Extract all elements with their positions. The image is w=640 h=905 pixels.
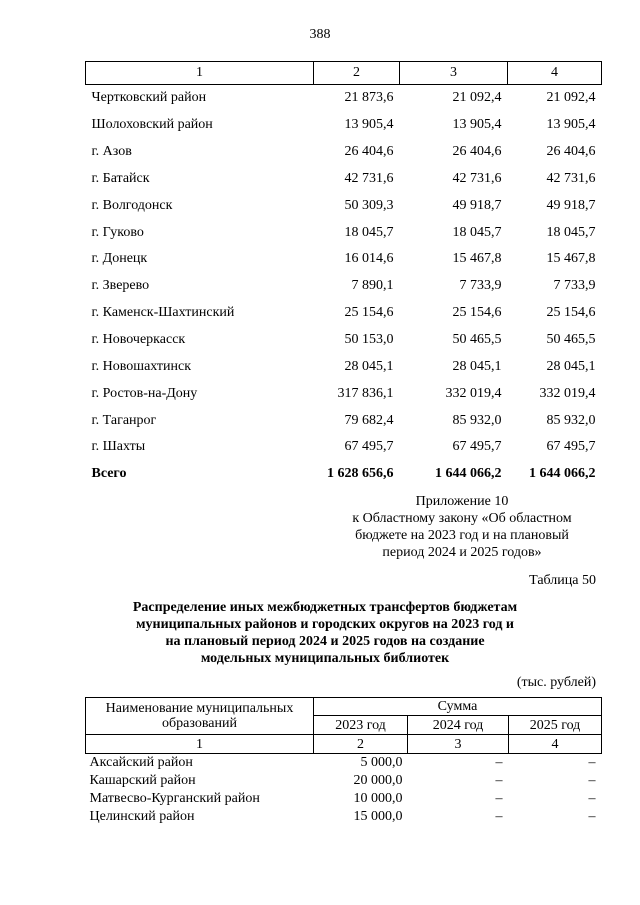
- municipality-name: г. Каменск-Шахтинский: [91, 305, 235, 321]
- column-number: 3: [400, 62, 508, 85]
- title-line: модельных муниципальных библиотек: [200, 651, 450, 666]
- header-municipality: Наименование муниципальных образований: [86, 698, 314, 735]
- amount-cell: 28 045,1: [452, 358, 502, 374]
- amount-cell: 42 731,6: [546, 170, 596, 186]
- table-row: [86, 754, 602, 773]
- amount-cell: 67 495,7: [344, 439, 394, 455]
- municipality-name: Целинский район: [89, 809, 195, 824]
- table-row: [86, 300, 602, 327]
- amount-cell: 317 836,1: [337, 385, 394, 401]
- amount-cell: –: [495, 755, 503, 770]
- amount-cell: –: [495, 809, 503, 824]
- appendix-line: бюджете на 2023 год и на плановый: [355, 528, 569, 543]
- amount-cell: 15 000,0: [353, 809, 403, 824]
- budget-table-continued: [85, 61, 602, 488]
- amount-cell: 50 153,0: [344, 332, 394, 348]
- amount-cell: 15 467,8: [546, 251, 596, 267]
- column-number: 1: [86, 62, 314, 85]
- table-row: [86, 327, 602, 354]
- amount-cell: 50 465,5: [546, 332, 596, 348]
- table-row: [86, 166, 602, 193]
- library-transfers-table: [85, 697, 602, 826]
- amount-cell: 25 154,6: [452, 305, 502, 321]
- total-value: 1 628 656,6: [327, 466, 394, 482]
- municipality-name: г. Ростов-на-Дону: [91, 385, 198, 401]
- amount-cell: 18 045,7: [344, 224, 394, 240]
- amount-cell: 85 932,0: [452, 412, 502, 428]
- column-number: 2: [314, 62, 400, 85]
- amount-cell: –: [588, 755, 596, 770]
- amount-cell: 18 045,7: [452, 224, 502, 240]
- page-number: 388: [309, 27, 331, 42]
- amount-cell: 50 465,5: [452, 332, 502, 348]
- amount-cell: 42 731,6: [452, 170, 502, 186]
- table-row: [86, 112, 602, 139]
- total-value: 1 644 066,2: [435, 466, 502, 482]
- amount-cell: 26 404,6: [452, 144, 502, 160]
- municipality-name: Кашарский район: [89, 773, 196, 788]
- amount-cell: –: [588, 773, 596, 788]
- amount-cell: –: [495, 791, 503, 806]
- municipality-name: г. Гуково: [91, 224, 144, 240]
- amount-cell: 85 932,0: [546, 412, 596, 428]
- title-line: муниципальных районов и городских округов на 2023 год и: [136, 617, 514, 632]
- table-row: [86, 219, 602, 246]
- column-number: 4: [509, 735, 602, 754]
- amount-cell: 67 495,7: [452, 439, 502, 455]
- amount-cell: –: [588, 791, 596, 806]
- appendix-line: период 2024 и 2025 годов»: [382, 545, 542, 560]
- amount-cell: 10 000,0: [353, 791, 403, 806]
- amount-cell: 332 019,4: [539, 385, 596, 401]
- amount-cell: 28 045,1: [546, 358, 596, 374]
- municipality-name: г. Шахты: [91, 439, 146, 455]
- title-line: на плановый период 2024 и 2025 годов на создание: [165, 634, 485, 649]
- municipality-name: г. Донецк: [91, 251, 148, 267]
- municipality-name: Шолоховский район: [91, 117, 213, 133]
- column-number: 4: [508, 62, 602, 85]
- table-number: Таблица 50: [529, 573, 596, 588]
- amount-cell: 25 154,6: [546, 305, 596, 321]
- header-year: 2023 год: [314, 716, 408, 735]
- amount-cell: 15 467,8: [452, 251, 502, 267]
- amount-cell: 13 905,4: [344, 117, 394, 133]
- amount-cell: 49 918,7: [546, 197, 596, 213]
- amount-cell: 13 905,4: [452, 117, 502, 133]
- municipality-name: г. Батайск: [91, 170, 150, 186]
- header-year: 2024 год: [408, 716, 509, 735]
- table-row: [86, 380, 602, 407]
- appendix-line: к Областному закону «Об областном: [352, 511, 572, 526]
- amount-cell: 21 873,6: [344, 90, 394, 106]
- table-title: [110, 599, 540, 667]
- amount-cell: 7 733,9: [459, 278, 502, 294]
- table-row: [86, 192, 602, 219]
- amount-cell: 13 905,4: [546, 117, 596, 133]
- amount-cell: 28 045,1: [344, 358, 394, 374]
- total-row: [86, 461, 602, 488]
- header-sum: Сумма: [314, 698, 602, 716]
- amount-cell: 49 918,7: [452, 197, 502, 213]
- municipality-name: г. Новочеркасск: [91, 332, 186, 348]
- appendix-line: Приложение 10: [415, 494, 509, 509]
- amount-cell: 21 092,4: [452, 90, 502, 106]
- column-number: 3: [408, 735, 509, 754]
- amount-cell: 16 014,6: [344, 251, 394, 267]
- column-number-row: [86, 62, 602, 85]
- table-row: [86, 246, 602, 273]
- amount-cell: 26 404,6: [344, 144, 394, 160]
- municipality-name: Матвесво-Курганский район: [89, 791, 260, 806]
- municipality-name: г. Волгодонск: [91, 197, 173, 213]
- amount-cell: 26 404,6: [546, 144, 596, 160]
- column-number: 1: [86, 735, 314, 754]
- column-number: 2: [314, 735, 408, 754]
- amount-cell: 21 092,4: [546, 90, 596, 106]
- title-line: Распределение иных межбюджетных трансфертов бюджетам: [132, 600, 518, 615]
- amount-cell: –: [588, 809, 596, 824]
- amount-cell: –: [495, 773, 503, 788]
- total-value: 1 644 066,2: [529, 466, 596, 482]
- municipality-name: г. Новошахтинск: [91, 358, 192, 374]
- municipality-name: г. Таганрог: [91, 412, 157, 428]
- table-row: [86, 434, 602, 461]
- amount-cell: 7 733,9: [553, 278, 596, 294]
- amount-cell: 332 019,4: [445, 385, 502, 401]
- header-year: 2025 год: [509, 716, 602, 735]
- amount-cell: 50 309,3: [344, 197, 394, 213]
- municipality-name: г. Азов: [91, 144, 132, 160]
- municipality-name: Аксайский район: [89, 755, 193, 770]
- table-row: [86, 772, 602, 790]
- municipality-name: Чертковский район: [91, 90, 207, 106]
- table-row: [86, 407, 602, 434]
- amount-cell: 20 000,0: [353, 773, 403, 788]
- total-label: Всего: [91, 466, 127, 482]
- table-row: [86, 273, 602, 300]
- table-row: [86, 85, 602, 112]
- table-row: [86, 808, 602, 826]
- amount-cell: 18 045,7: [546, 224, 596, 240]
- amount-cell: 42 731,6: [344, 170, 394, 186]
- table-row: [86, 353, 602, 380]
- amount-cell: 25 154,6: [344, 305, 394, 321]
- units-label: (тыс. рублей): [516, 675, 596, 690]
- municipality-name: г. Зверево: [91, 278, 150, 294]
- amount-cell: 5 000,0: [360, 755, 403, 770]
- amount-cell: 7 890,1: [351, 278, 394, 294]
- table-row: [86, 790, 602, 808]
- amount-cell: 79 682,4: [344, 412, 394, 428]
- table-row: [86, 139, 602, 166]
- appendix-note: [330, 493, 594, 561]
- amount-cell: 67 495,7: [546, 439, 596, 455]
